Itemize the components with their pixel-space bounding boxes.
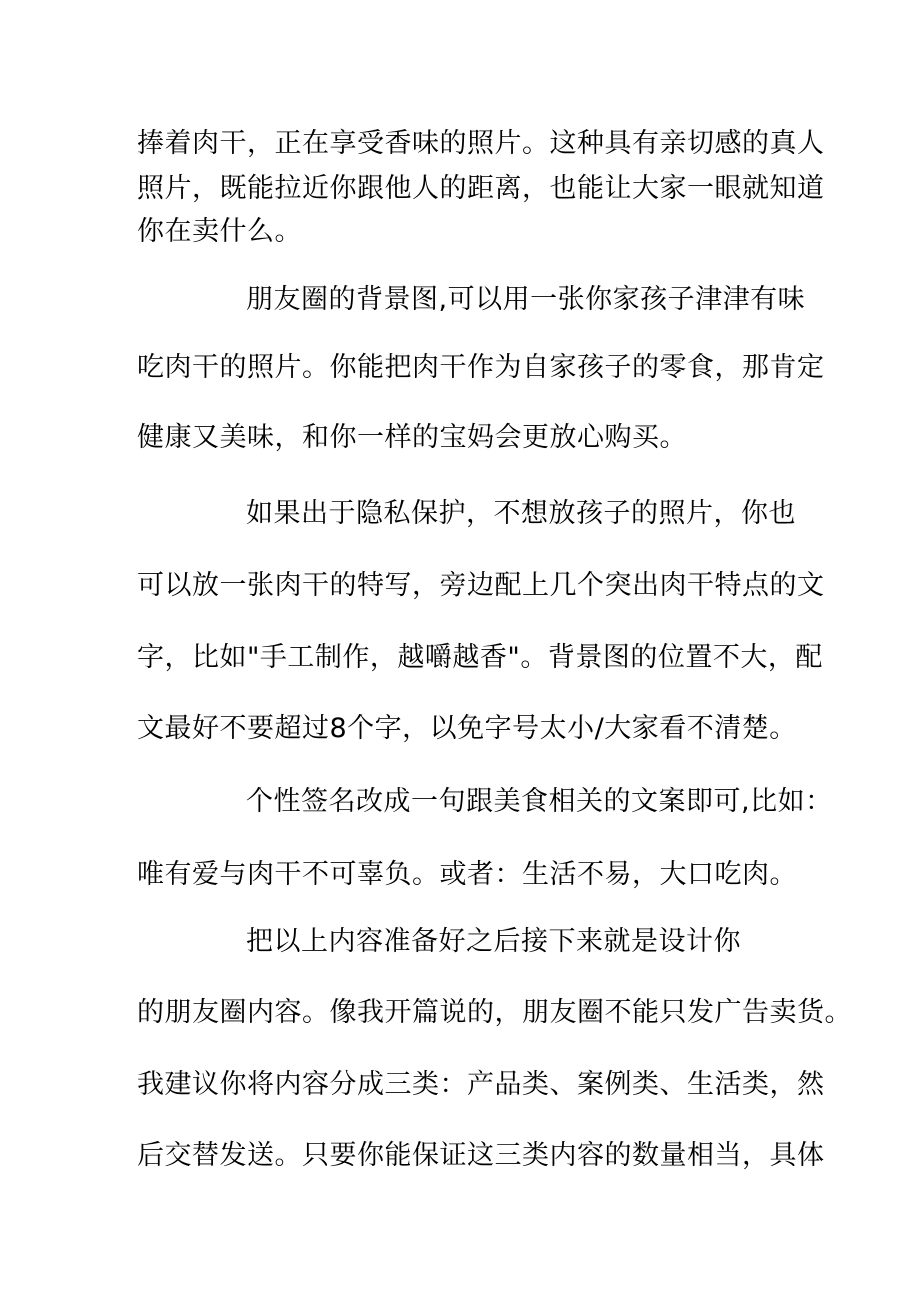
text-line: 捧着肉干，正在享受香味的照片。这种具有亲切感的真人 (137, 128, 825, 159)
text-line: 照片，既能拉近你跟他人的距离，也能让大家一眼就知道 (137, 173, 825, 204)
text-line: 你在卖什么。 (137, 216, 302, 247)
text-line: 吃肉干的照片。你能把肉干作为自家孩子的零食，那肯定 (137, 352, 825, 383)
text-line-indented: 如果出于隐私保护，不想放孩子的照片，你也 (246, 498, 796, 529)
text-line: 我建议你将内容分成三类：产品类、案例类、生活类，然 (137, 1069, 825, 1100)
text-line: 健康又美味，和你一样的宝妈会更放心购买。 (137, 422, 687, 453)
text-line: 后交替发送。只要你能保证这三类内容的数量相当，具体 (137, 1140, 825, 1171)
text-line: 文最好不要超过8个字，以免字号太小/大家看不清楚。 (137, 713, 797, 744)
text-line-indented: 朋友圈的背景图,可以用一张你家孩子津津有味 (246, 284, 806, 315)
text-line-indented: 个性签名改成一句跟美食相关的文案即可,比如： (246, 786, 833, 817)
text-line: 可以放一张肉干的特写，旁边配上几个突出肉干特点的文 (137, 570, 825, 601)
text-line: 字，比如"手工制作，越嚼越香"。背景图的位置不大，配 (137, 642, 823, 673)
text-line: 的朋友圈内容。像我开篇说的，朋友圈不能只发广告卖货。 (137, 997, 852, 1028)
text-line: 唯有爱与肉干不可辜负。或者：生活不易，大口吃肉。 (137, 859, 797, 890)
text-line-indented: 把以上内容准备好之后接下来就是设计你 (246, 926, 741, 957)
